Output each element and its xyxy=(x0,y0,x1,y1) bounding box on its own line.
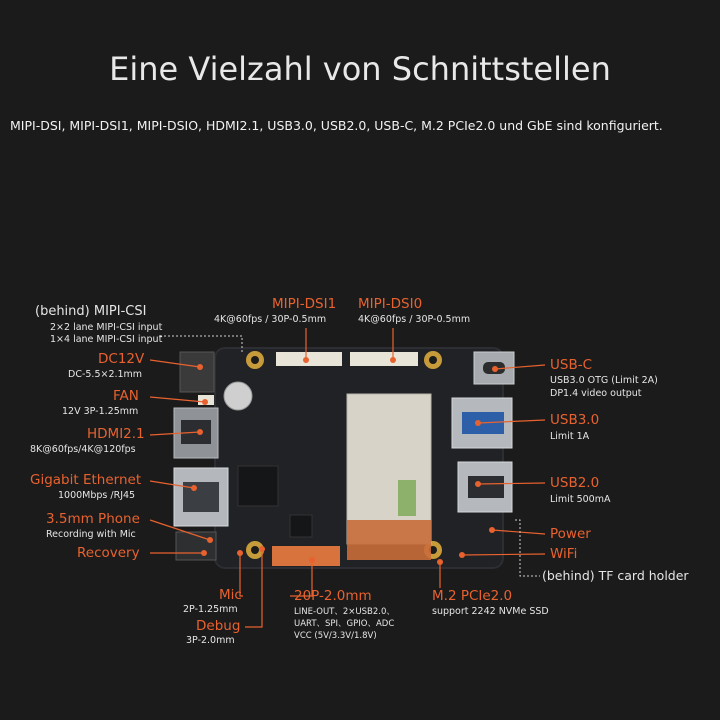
recovery-label: Recovery xyxy=(77,545,140,561)
power-label: Power xyxy=(550,526,591,542)
mipi-dsi0-label: MIPI-DSI0 xyxy=(358,296,423,312)
wifi-label: WiFi xyxy=(550,546,578,562)
tf-card-label: (behind) TF card holder xyxy=(542,568,689,583)
usb2-detail: Limit 500mA xyxy=(550,494,611,505)
gpio-detail-2: UART、SPI、GPIO、ADC xyxy=(294,619,395,629)
usb2-label: USB2.0 xyxy=(550,475,600,491)
page-subtitle: MIPI-DSI, MIPI-DSI1, MIPI-DSIO, HDMI2.1, USB3.0, USB2.0, USB-C, M.2 PCIe2.0 und GbE sind konfiguriert. xyxy=(10,118,663,133)
mipi-csi-label: (behind) MIPI-CSI xyxy=(35,304,147,319)
dc-jack xyxy=(180,352,214,392)
usb3-label: USB3.0 xyxy=(550,412,600,428)
debug-label: Debug xyxy=(196,618,241,634)
ethernet-detail: 1000Mbps /RJ45 xyxy=(58,490,136,501)
mic-label: Mic xyxy=(219,587,242,603)
mic-detail: 2P-1.25mm xyxy=(183,604,238,615)
usbc-detail-2: DP1.4 video output xyxy=(550,388,642,399)
dc12v-detail: DC-5.5×2.1mm xyxy=(68,369,143,380)
page-title: Eine Vielzahl von Schnittstellen xyxy=(109,50,611,88)
audio-jack xyxy=(176,532,216,560)
gpio-label: 20P-2.0mm xyxy=(294,588,372,604)
debug-detail: 3P-2.0mm xyxy=(186,635,235,646)
mipi-dsi1-connector xyxy=(276,352,342,366)
m2-detail: support 2242 NVMe SSD xyxy=(432,606,549,617)
gpio-detail-3: VCC (5V/3.3V/1.8V) xyxy=(294,631,377,641)
dc12v-label: DC12V xyxy=(98,351,145,367)
mipi-csi-detail-2: 1×4 lane MIPI-CSI input xyxy=(50,334,163,345)
fan-detail: 12V 3P-1.25mm xyxy=(62,406,139,417)
mipi-dsi0-connector xyxy=(350,352,418,366)
usb3-detail: Limit 1A xyxy=(550,431,590,442)
gpio-detail-1: LINE-OUT、2×USB2.0、 xyxy=(294,607,395,617)
rtc-battery xyxy=(224,382,252,410)
phone-detail: Recording with Mic xyxy=(46,529,136,540)
ethernet-label: Gigabit Ethernet xyxy=(30,472,142,488)
usbc-detail-1: USB3.0 OTG (Limit 2A) xyxy=(550,375,658,386)
mipi-csi-detail-1: 2×2 lane MIPI-CSI input xyxy=(50,322,163,333)
gpio-header xyxy=(272,546,340,566)
mipi-dsi0-detail: 4K@60fps / 30P-0.5mm xyxy=(358,314,471,325)
hdmi-label: HDMI2.1 xyxy=(87,426,145,442)
fan-label: FAN xyxy=(113,388,139,404)
mipi-dsi1-detail: 4K@60fps / 30P-0.5mm xyxy=(214,314,327,325)
hdmi-detail: 8K@60fps/4K@120fps xyxy=(30,444,136,455)
mipi-dsi1-label: MIPI-DSI1 xyxy=(272,296,337,312)
m2-label: M.2 PCIe2.0 xyxy=(432,588,513,604)
phone-label: 3.5mm Phone xyxy=(46,511,140,527)
chip xyxy=(238,466,278,506)
usbc-label: USB-C xyxy=(550,357,593,373)
